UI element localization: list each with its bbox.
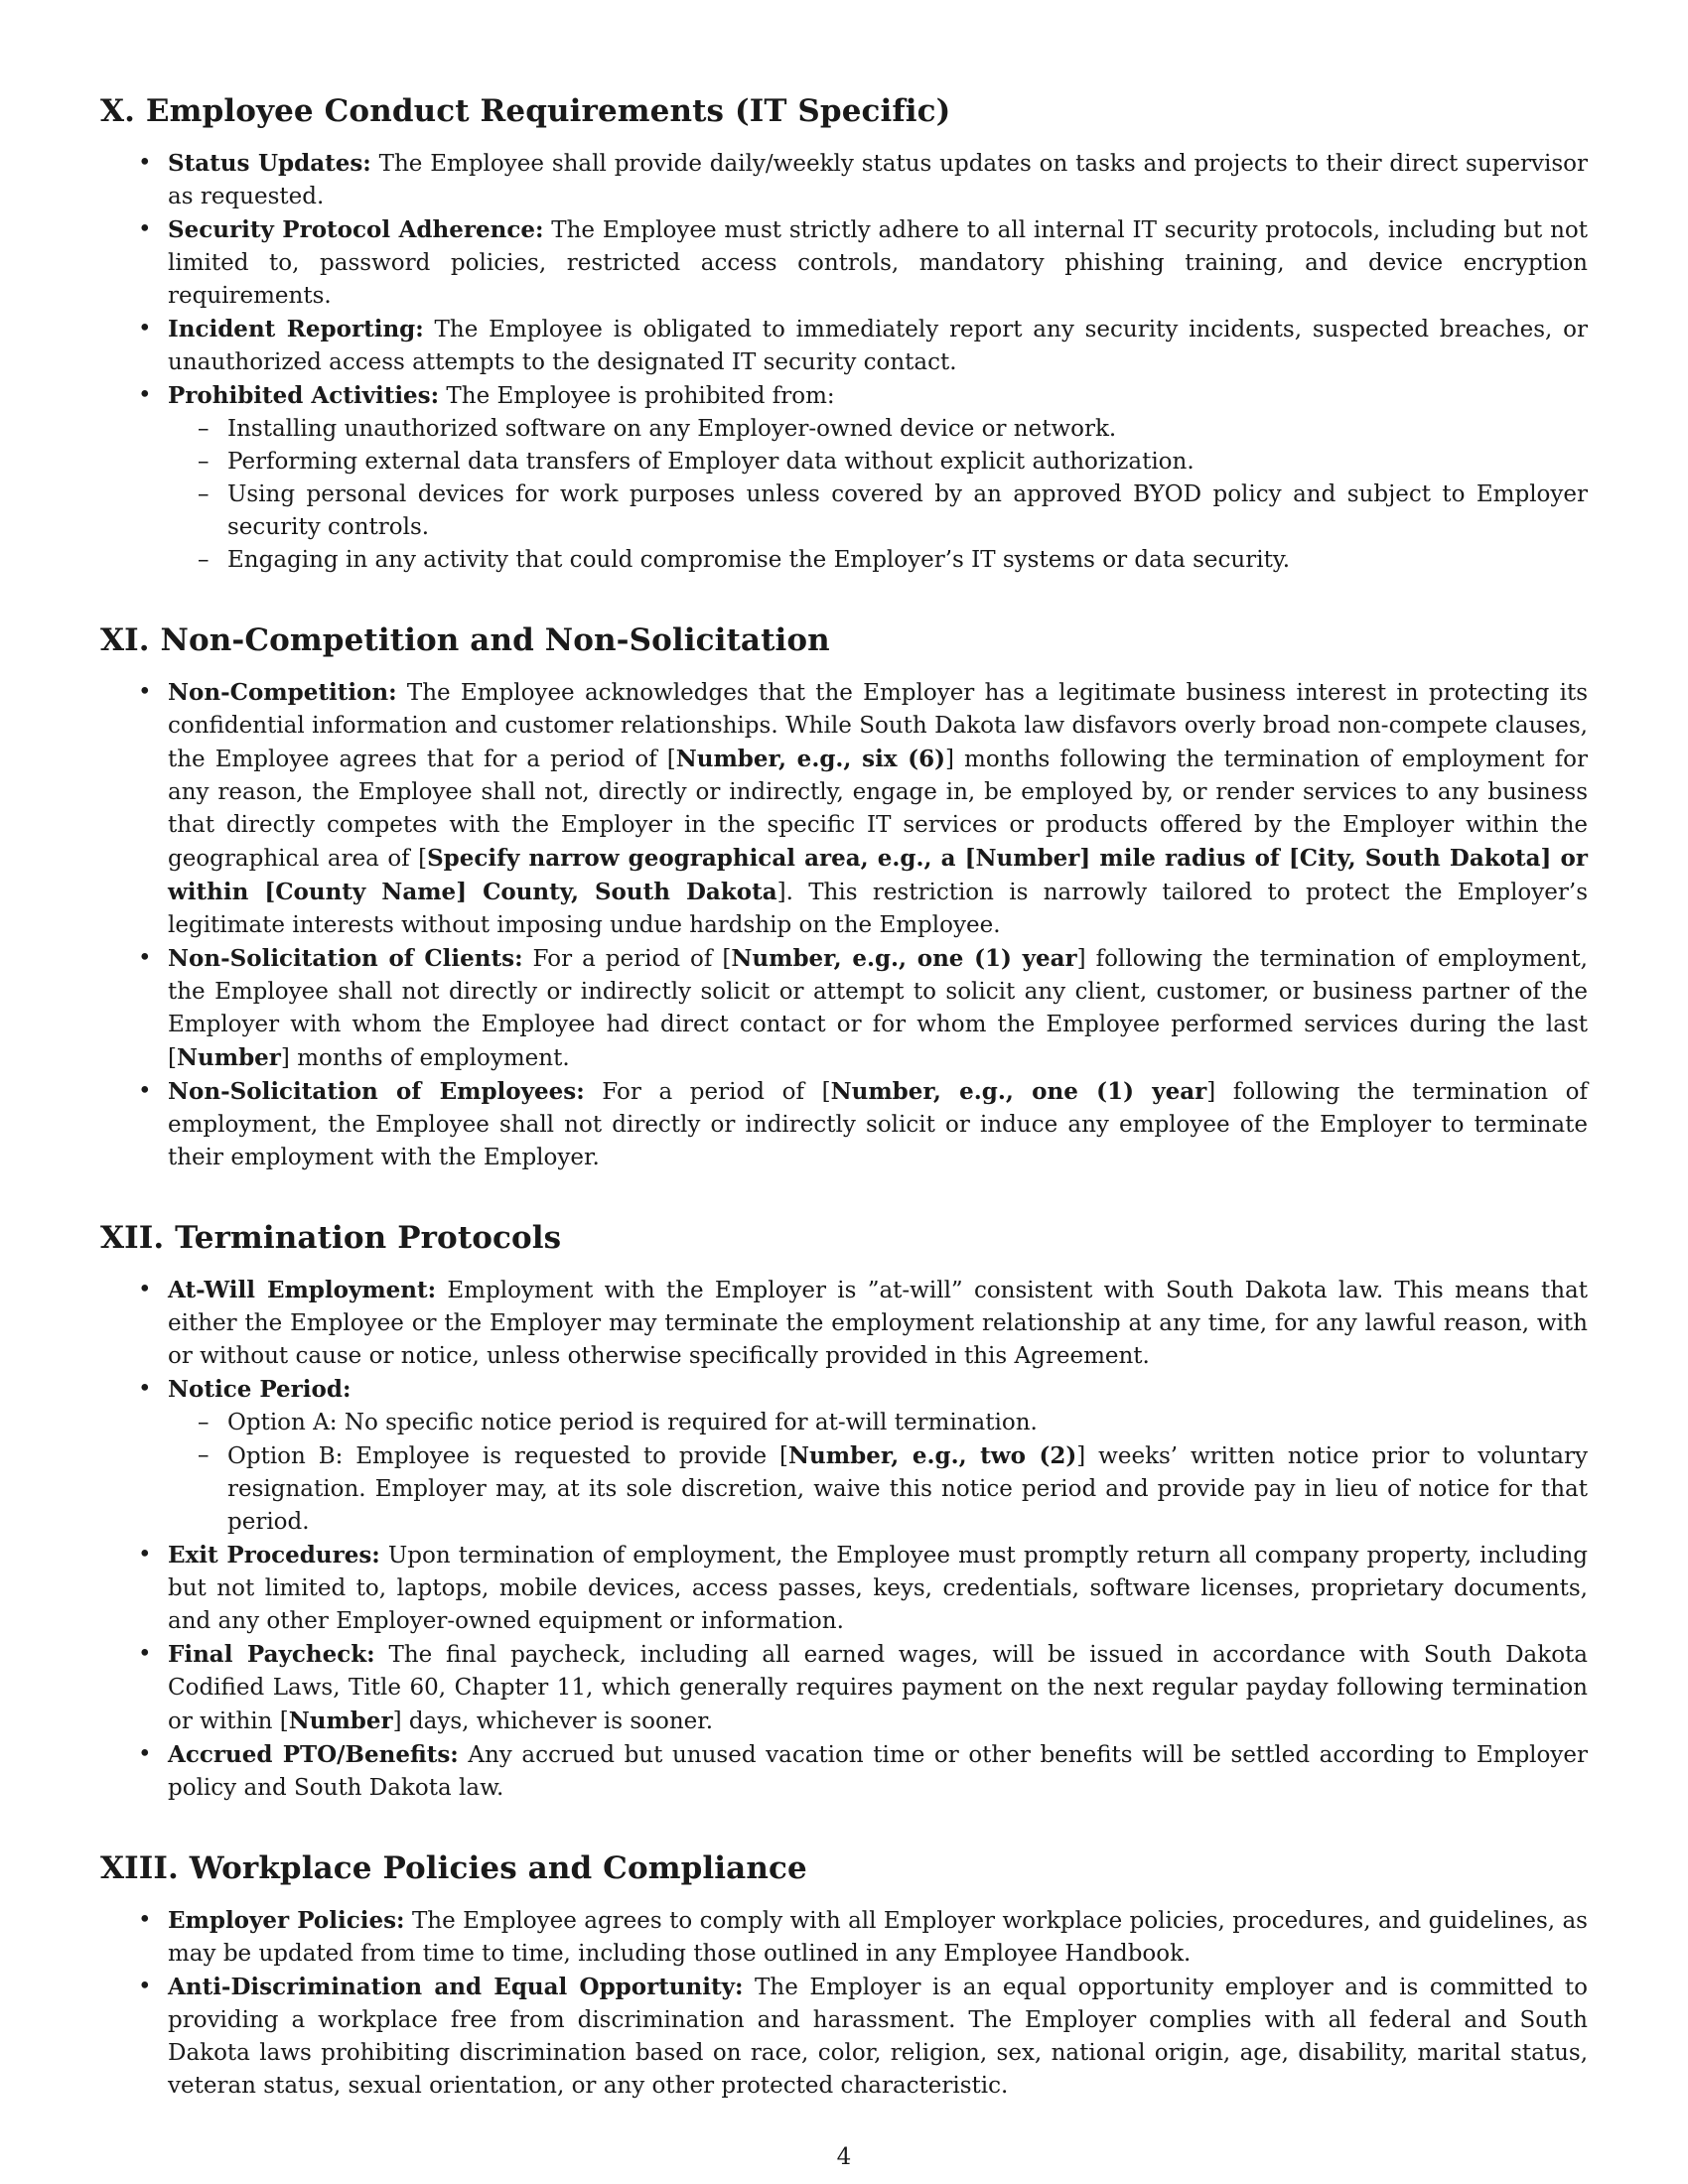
list-item: • Notice Period: – Option A: No specific notice period is required for at-will termination. – Option B: Employee is requested to provide [Number, e.g., two (2)] weeks’ written notice prior to voluntary resignation. Employer may, at its sole discretion, waive this notice period and provide pay in lieu of notice for that period. — [100, 1373, 1588, 1539]
sub-list-item: – Performing external data transfers of Employer data without explicit authorization. — [168, 446, 1588, 478]
sub-list-item: – Option A: No specific notice period is required for at-will termination. — [168, 1407, 1588, 1439]
bullet-list — [100, 1274, 1588, 1805]
list-item: • Anti-Discrimination and Equal Opportunity: The Employer is an equal opportunity employer and is committed to providing a workplace free from discrimination and harassment. The Employer complies with all federal and South Dakota laws prohibiting discrimination based on race, color, religion, sex, national origin, age, disability, marital status, veteran status, sexual orientation, or any other protected characteristic. — [100, 1971, 1588, 2103]
sub-list-item: – Engaging in any activity that could compromise the Employer’s IT systems or data security. — [168, 544, 1588, 577]
section-heading: XII. Termination Protocols — [100, 1220, 562, 1256]
bullet-list — [100, 1904, 1588, 2103]
sub-list-item: – Option B: Employee is requested to provide [Number, e.g., two (2)] weeks’ written notice prior to voluntary resignation. Employer may, at its sole discretion, waive this notice period and provide pay in lieu of notice for that period. — [168, 1439, 1588, 1539]
list-item: • Prohibited Activities: The Employee is prohibited from: – Installing unauthorized software on any Employer-owned device or network. – Performing external data transfers of Employer data without explicit authorization. – Using personal devices for work purposes unless covered by an approved BYOD policy and subject to Employer security controls. – Engaging in any activity that could compromise the Employer’s IT systems or data security. — [100, 379, 1588, 577]
section-workplace-policies — [100, 1848, 1588, 2103]
section-heading: XIII. Workplace Policies and Compliance — [100, 1850, 807, 1886]
list-item: • Non-Solicitation of Clients: For a period of [Number, e.g., one (1) year] following the termination of employment, the Employee shall not directly or indirectly solicit or attempt to solicit any client, customer, or business partner of the Employer with whom the Employee had direct contact or for whom the Employee performed services during the last [Number] months of employment. — [100, 942, 1588, 1075]
list-item: • Final Paycheck: The final paycheck, including all earned wages, will be issued in accordance with South Dakota Codified Laws, Title 60, Chapter 11, which generally requires payment on the next regular payday following termination or within [Number] days, whichever is sooner. — [100, 1638, 1588, 1738]
document-page — [100, 91, 1588, 2146]
page-number: 4 — [836, 2144, 852, 2170]
sub-list — [168, 1407, 1588, 1539]
list-item: • Status Updates: The Employee shall provide daily/weekly status updates on tasks and projects to their direct supervisor as requested. — [100, 147, 1588, 213]
sub-list-item: – Installing unauthorized software on any Employer-owned device or network. — [168, 413, 1588, 446]
list-item: • At-Will Employment: Employment with the Employer is ”at-will” consistent with South Dakota law. This means that either the Employee or the Employer may terminate the employment relationship at any time, for any lawful reason, with or without cause or notice, unless otherwise specifically provided in this Agreement. — [100, 1274, 1588, 1373]
section-heading: XI. Non-Competition and Non-Solicitation — [100, 622, 830, 658]
bullet-list — [100, 147, 1588, 577]
list-item: • Employer Policies: The Employee agrees to comply with all Employer workplace policies, procedures, and guidelines, as may be updated from time to time, including those outlined in any Employee Handbook. — [100, 1904, 1588, 1971]
list-item: • Incident Reporting: The Employee is obligated to immediately report any security incidents, suspected breaches, or unauthorized access attempts to the designated IT security contact. — [100, 313, 1588, 379]
list-item: • Exit Procedures: Upon termination of employment, the Employee must promptly return all company property, including but not limited to, laptops, mobile devices, access passes, keys, credentials, software licenses, proprietary documents, and any other Employer-owned equipment or information. — [100, 1539, 1588, 1638]
section-heading: X. Employee Conduct Requirements (IT Specific) — [100, 93, 951, 129]
section-termination — [100, 1218, 1588, 1805]
sub-list-item: – Using personal devices for work purposes unless covered by an approved BYOD policy and subject to Employer security controls. — [168, 478, 1588, 544]
sub-list — [168, 413, 1588, 577]
list-item: • Non-Solicitation of Employees: For a period of [Number, e.g., one (1) year] following the termination of employment, the Employee shall not directly or indirectly solicit or induce any employee of the Employer to terminate their employment with the Employer. — [100, 1075, 1588, 1174]
list-item: • Security Protocol Adherence: The Employee must strictly adhere to all internal IT security protocols, including but not limited to, password policies, restricted access controls, mandatory phishing training, and device encryption requirements. — [100, 213, 1588, 313]
section-employee-conduct — [100, 91, 1588, 577]
bullet-list — [100, 676, 1588, 1174]
list-item: • Non-Competition: The Employee acknowledges that the Employer has a legitimate business interest in protecting its confidential information and customer relationships. While South Dakota law disfavors overly broad non-compete clauses, the Employee agrees that for a period of [Number, e.g., six (6)] months following the termination of employment for any reason, the Employee shall not, directly or indirectly, engage in, be employed by, or render services to any business that directly competes with the Employer in the specific IT services or products offered by the Employer within the geographical area of [Specify narrow geographical area, e.g., a [Number] mile radius of [City, South Dakota] or within [County Name] County, South Dakota]. This restriction is narrowly tailored to protect the Employer’s legitimate interests without imposing undue hardship on the Employee. — [100, 676, 1588, 942]
list-item: • Accrued PTO/Benefits: Any accrued but unused vacation time or other benefits will be settled according to Employer policy and South Dakota law. — [100, 1738, 1588, 1805]
section-non-competition — [100, 620, 1588, 1174]
